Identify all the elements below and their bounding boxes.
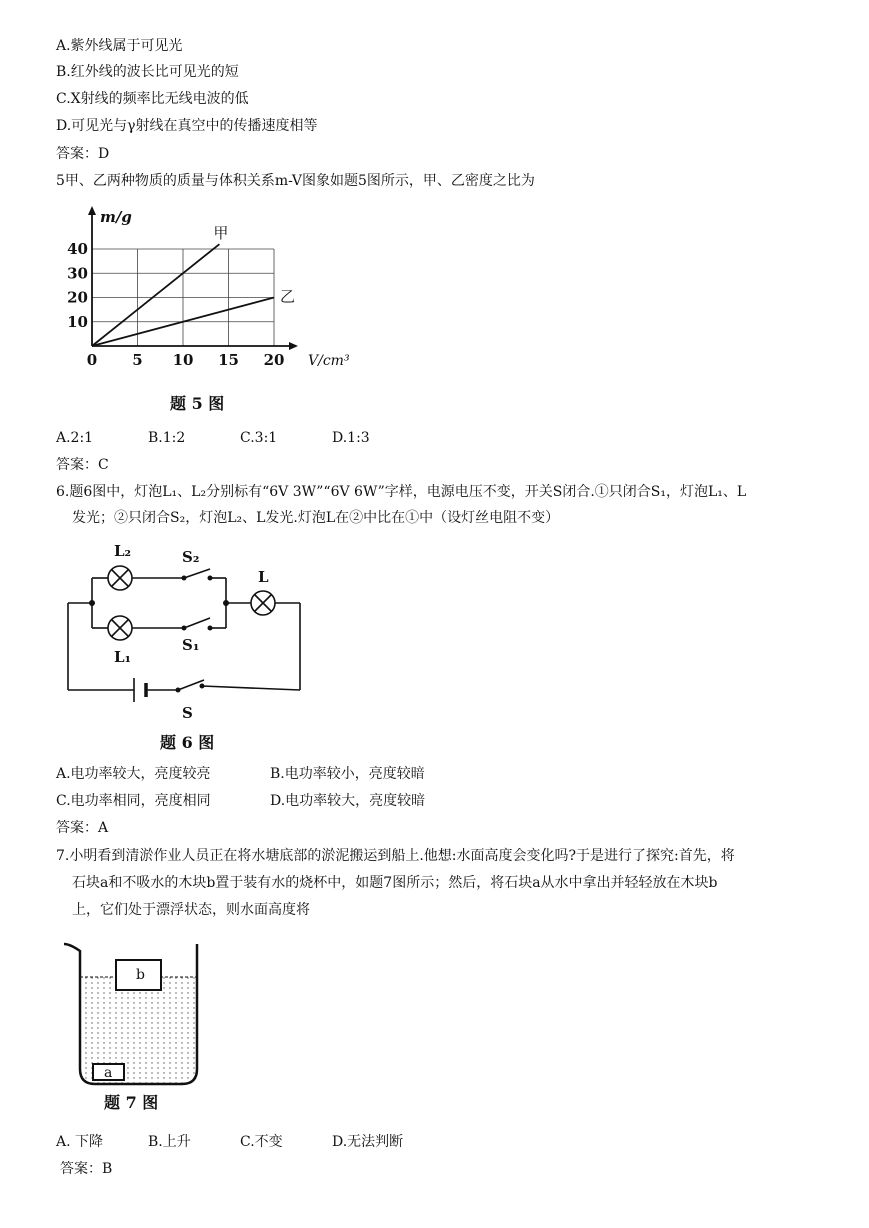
label-s2: S₂ — [182, 548, 200, 566]
y-tick-label: 40 — [67, 240, 88, 258]
q5-options — [56, 428, 370, 448]
x-axis-arrow-icon — [289, 342, 298, 350]
series-label-jia: 甲 — [213, 224, 229, 243]
y-tick-label: 10 — [67, 312, 88, 331]
q6-options-row1 — [56, 764, 425, 784]
q7-stem-line3: 上，它们处于漂浮状态，则水面高度将 — [72, 902, 310, 918]
x-tick-label: 10 — [172, 351, 194, 369]
q7-stem-line2: 石块a和不吸水的木块b置于装有水的烧杯中，如题7图所示；然后，将石块a从水中拿出并轻轻放在木块b — [72, 875, 718, 891]
block-b-label: b — [136, 967, 145, 983]
series-label-yi: 乙 — [280, 287, 296, 306]
q7-option-a: A. 下降 — [56, 1134, 104, 1150]
q5-stem: 5甲、乙两种物质的质量与体积关系m-V图象如题5图所示，甲、乙密度之比为 — [56, 173, 535, 189]
x-tick-label: 5 — [132, 351, 143, 369]
q7-options — [56, 1132, 403, 1152]
x-axis-label: V/cm³ — [308, 353, 350, 369]
q5-option-c: C.3:1 — [240, 430, 278, 446]
q4-option-c: C.X射线的频率比无线电波的低 — [56, 91, 249, 107]
q6-stem-line2: 发光；②只闭合S₂，灯泡L₂、L发光.灯泡L在②中比在①中（设灯丝电阻不变） — [72, 510, 560, 526]
chart-labels — [67, 208, 350, 369]
junction-left — [89, 600, 95, 606]
q5-option-d: D.1:3 — [332, 430, 370, 446]
q7-option-c: C.不变 — [240, 1134, 283, 1150]
q4-answer: 答案：D — [56, 146, 110, 162]
label-l: L — [258, 568, 269, 586]
wire-bottom-right — [202, 686, 300, 690]
chart-axes — [88, 206, 298, 350]
q6-stem-line1: 6.题6图中，灯泡L₁、L₂分别标有“6V 3W”“6V 6W”字样，电源电压不变，开关S闭合.①只闭合S₁，灯泡L₁、L — [56, 484, 747, 500]
q7-option-b: B.上升 — [148, 1134, 191, 1150]
label-s1: S₁ — [182, 636, 200, 654]
q5-answer: 答案：C — [56, 457, 109, 473]
q6-option-a: A.电功率较大，亮度较亮 — [56, 766, 211, 782]
q6-figure-label: 题 6 图 — [160, 733, 215, 752]
switch-s2-blade — [184, 569, 210, 578]
q6-option-b: B.电功率较小，亮度较暗 — [270, 766, 425, 782]
y-tick-label: 20 — [67, 288, 88, 307]
q5-mv-chart — [56, 200, 356, 390]
q6-options-row2 — [56, 791, 425, 811]
q6-option-c: C.电功率相同，亮度相同 — [56, 793, 211, 809]
x-tick-label: 20 — [263, 351, 285, 369]
label-l1: L₁ — [114, 648, 132, 666]
q4-option-d: D.可见光与γ射线在真空中的传播速度相等 — [56, 118, 318, 134]
chart-grid — [92, 249, 274, 346]
x-tick-label: 0 — [86, 351, 98, 369]
q7-answer: 答案：B — [60, 1161, 113, 1177]
block-a-label: a — [104, 1065, 113, 1081]
junction-right — [223, 600, 229, 606]
switch-s1-blade — [184, 618, 210, 628]
label-s: S — [182, 704, 193, 722]
q6-option-d: D.电功率较大，亮度较暗 — [270, 793, 426, 809]
q4-option-a: A.紫外线属于可见光 — [56, 38, 183, 54]
q7-beaker-diagram — [60, 936, 210, 1086]
q5-option-b: B.1:2 — [148, 430, 186, 446]
y-axis-label: m/g — [100, 208, 132, 226]
x-tick-label: 15 — [218, 351, 239, 369]
q5-option-a: A.2:1 — [56, 430, 94, 446]
y-tick-label: 30 — [67, 264, 88, 283]
q6-answer: 答案：A — [56, 820, 109, 836]
q5-figure-label: 题 5 图 — [170, 394, 225, 413]
series-line-jia — [92, 244, 219, 346]
q4-option-b: B.红外线的波长比可见光的短 — [56, 64, 239, 80]
y-axis-arrow-icon — [88, 206, 96, 215]
q7-stem-line1: 7.小明看到清淤作业人员正在将水塘底部的淤泥搬运到船上.他想:水面高度会变化吗?于是进行了探究:首先，将 — [56, 848, 735, 864]
q7-figure-label: 题 7 图 — [104, 1093, 159, 1112]
q7-option-d: D.无法判断 — [332, 1134, 404, 1150]
label-l2: L₂ — [114, 542, 132, 560]
q6-circuit-diagram — [60, 538, 320, 728]
